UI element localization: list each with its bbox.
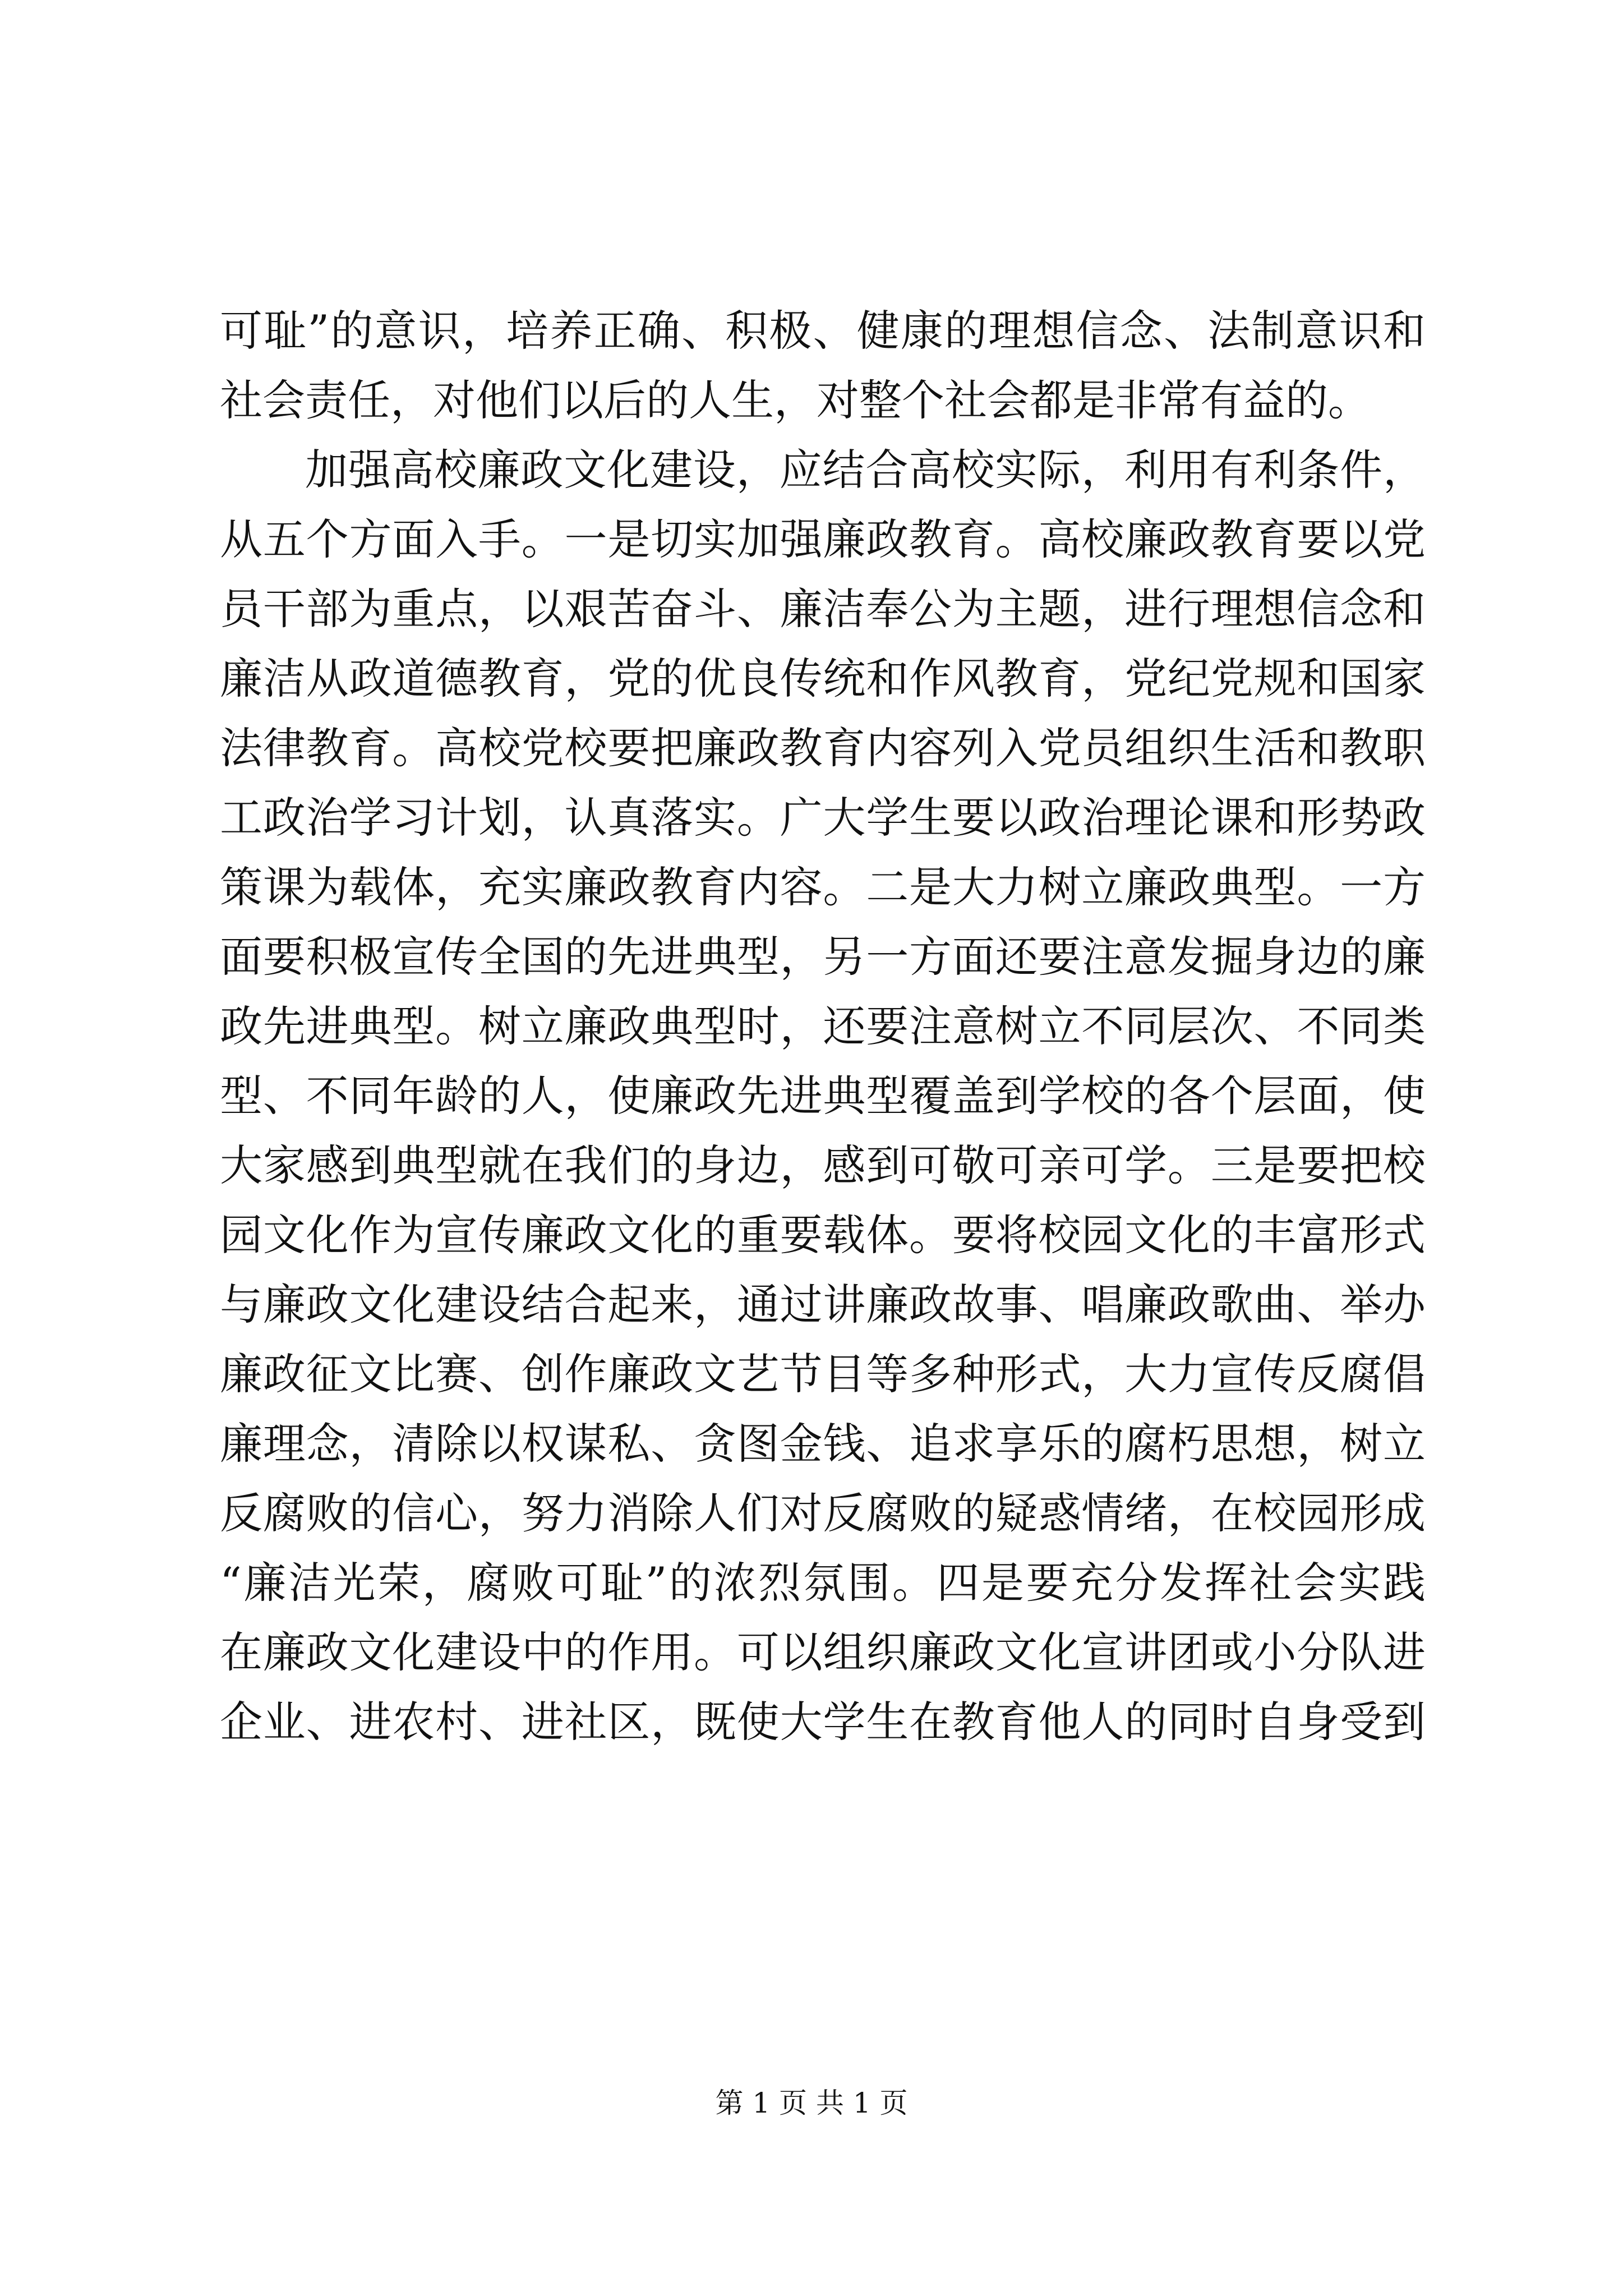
text-line: 与廉政文化建设结合起来，通过讲廉政故事、唱廉政歌曲、举办 — [220, 1280, 1426, 1329]
paragraph-first-line: 加强高校廉政文化建设，应结合高校实际，利用有利条件， — [305, 445, 1426, 495]
text-line: 策课为载体，充实廉政教育内容。二是大力树立廉政典型。一方 — [220, 862, 1426, 912]
text-line: 反腐败的信心，努力消除人们对反腐败的疑惑情绪，在校园形成 — [220, 1488, 1426, 1538]
text-line: 企业、进农村、进社区，既使大学生在教育他人的同时自身受到 — [220, 1697, 1426, 1747]
text-line: “廉洁光荣，腐败可耻”的浓烈氛围。四是要充分发挥社会实践 — [220, 1558, 1426, 1608]
text-line: 法律教育。高校党校要把廉政教育内容列入党员组织生活和教职 — [220, 723, 1426, 773]
text-line: 政先进典型。树立廉政典型时，还要注意树立不同层次、不同类 — [220, 1001, 1426, 1051]
text-line: 员干部为重点，以艰苦奋斗、廉洁奉公为主题，进行理想信念和 — [220, 584, 1426, 634]
text-line: 大家感到典型就在我们的身边，感到可敬可亲可学。三是要把校 — [220, 1140, 1426, 1190]
text-line: 廉洁从政道德教育，党的优良传统和作风教育，党纪党规和国家 — [220, 654, 1426, 703]
text-line: 可耻”的意识，培养正确、积极、健康的理想信念、法制意识和 — [220, 306, 1426, 356]
text-line: 面要积极宣传全国的先进典型，另一方面还要注意发掘身边的廉 — [220, 932, 1426, 982]
text-line: 社会责任，对他们以后的人生，对整个社会都是非常有益的。 — [220, 375, 1371, 425]
text-line: 工政治学习计划，认真落实。广大学生要以政治理论课和形势政 — [220, 793, 1426, 843]
text-line: 廉理念，清除以权谋私、贪图金钱、追求享乐的腐朽思想，树立 — [220, 1419, 1426, 1469]
text-line: 在廉政文化建设中的作用。可以组织廉政文化宣讲团或小分队进 — [220, 1627, 1426, 1677]
body-text — [220, 296, 1426, 1757]
page-number-label: 第 1 页 共 1 页 — [715, 2087, 908, 2119]
text-line: 园文化作为宣传廉政文化的重要载体。要将校园文化的丰富形式 — [220, 1210, 1426, 1260]
text-line: 型、不同年龄的人，使廉政先进典型覆盖到学校的各个层面，使 — [220, 1071, 1426, 1121]
text-line: 从五个方面入手。一是切实加强廉政教育。高校廉政教育要以党 — [220, 514, 1426, 564]
page-footer — [0, 2083, 1623, 2123]
text-line: 廉政征文比赛、创作廉政文艺节目等多种形式，大力宣传反腐倡 — [220, 1349, 1426, 1399]
